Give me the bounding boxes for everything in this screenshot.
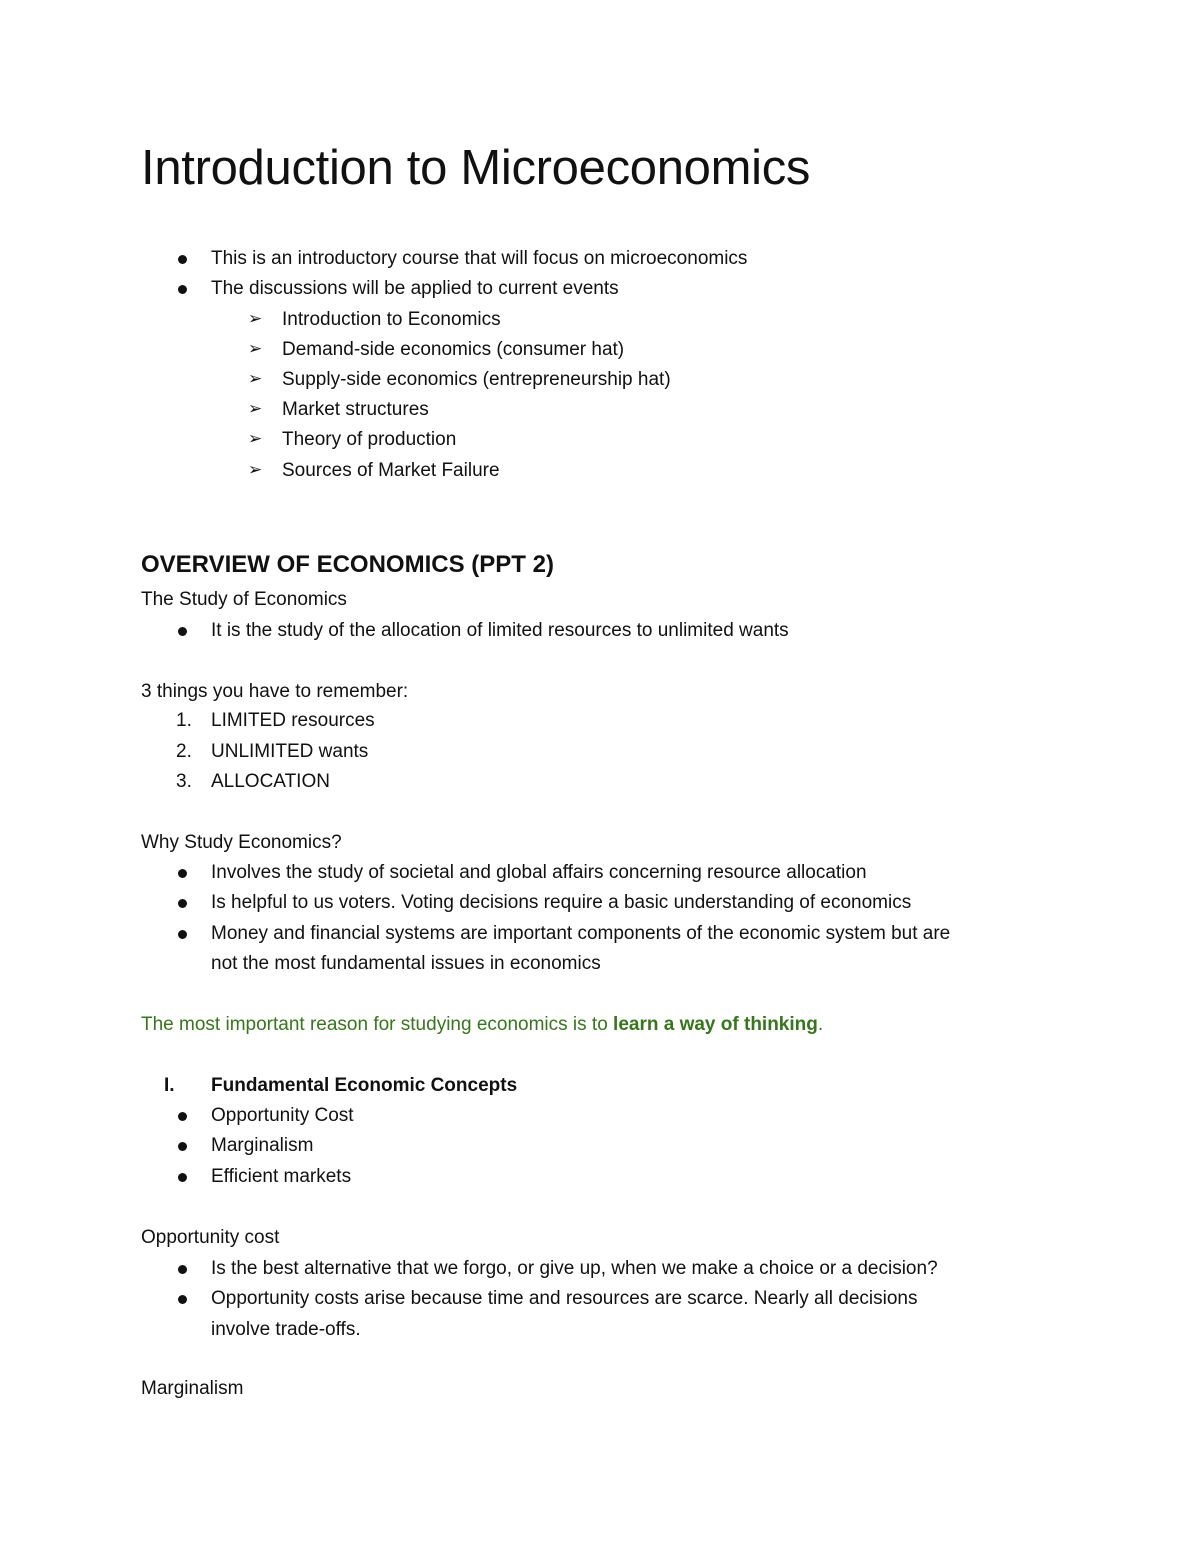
intro-bullet: The discussions will be applied to current events	[211, 278, 619, 299]
bullet-icon	[178, 1265, 187, 1274]
why-bullet: Money and financial systems are important components of the economic system but are	[211, 923, 951, 944]
bullet-icon	[178, 1173, 187, 1182]
list-number: 2.	[176, 741, 192, 762]
study-bullet: It is the study of the allocation of limited resources to unlimited wants	[211, 620, 789, 641]
bullet-icon	[178, 627, 187, 636]
concept-item: Marginalism	[211, 1135, 314, 1156]
bullet-icon	[178, 1295, 187, 1304]
remember-item: UNLIMITED wants	[211, 741, 369, 762]
list-number: 3.	[176, 771, 192, 792]
why-label: Why Study Economics?	[141, 832, 342, 853]
intro-bullet: This is an introductory course that will focus on microeconomics	[211, 248, 748, 269]
concept-item: Efficient markets	[211, 1166, 352, 1187]
bullet-icon	[178, 255, 187, 264]
page-title: Introduction to Microeconomics	[141, 141, 811, 195]
concepts-heading: Fundamental Economic Concepts	[211, 1075, 518, 1096]
study-label: The Study of Economics	[141, 589, 347, 610]
concept-item: Opportunity Cost	[211, 1105, 354, 1126]
bullet-icon	[178, 930, 187, 939]
why-bullet: Involves the study of societal and global affairs concerning resource allocation	[211, 862, 867, 883]
remember-label: 3 things you have to remember:	[141, 681, 409, 702]
remember-item: LIMITED resources	[211, 710, 375, 731]
arrow-bullet-icon: ➢	[248, 369, 263, 388]
bullet-icon	[178, 899, 187, 908]
topic-item: Market structures	[282, 399, 429, 420]
topic-item: Introduction to Economics	[282, 309, 501, 330]
opportunity-bullet-continued: involve trade-offs.	[211, 1319, 361, 1340]
topic-item: Theory of production	[282, 429, 457, 450]
arrow-bullet-icon: ➢	[248, 339, 263, 358]
arrow-bullet-icon: ➢	[248, 460, 263, 479]
bullet-icon	[178, 1142, 187, 1151]
bullet-icon	[178, 869, 187, 878]
roman-numeral: I.	[164, 1075, 175, 1096]
topic-item: Demand-side economics (consumer hat)	[282, 339, 625, 360]
section-heading-overview: OVERVIEW OF ECONOMICS (PPT 2)	[141, 551, 554, 578]
marginalism-label: Marginalism	[141, 1378, 244, 1399]
opportunity-bullet: Opportunity costs arise because time and resources are scarce. Nearly all decisions	[211, 1288, 918, 1309]
important-reason	[141, 1013, 823, 1037]
arrow-bullet-icon: ➢	[248, 429, 263, 448]
important-suffix: .	[817, 1014, 824, 1035]
why-bullet-continued: not the most fundamental issues in economics	[211, 953, 601, 974]
opportunity-bullet: Is the best alternative that we forgo, or give up, when we make a choice or a decision?	[211, 1258, 938, 1279]
list-number: 1.	[176, 710, 192, 731]
bullet-icon	[178, 1112, 187, 1121]
arrow-bullet-icon: ➢	[248, 399, 263, 418]
opportunity-cost-label: Opportunity cost	[141, 1227, 280, 1248]
important-prefix: The most important reason for studying economics is to	[141, 1014, 614, 1035]
important-bold: learn a way of thinking	[613, 1014, 818, 1035]
bullet-icon	[178, 285, 187, 294]
why-bullet: Is helpful to us voters. Voting decisions require a basic understanding of economics	[211, 892, 912, 913]
topic-item: Sources of Market Failure	[282, 460, 500, 481]
arrow-bullet-icon: ➢	[248, 309, 263, 328]
remember-item: ALLOCATION	[211, 771, 330, 792]
topic-item: Supply-side economics (entrepreneurship hat)	[282, 369, 671, 390]
